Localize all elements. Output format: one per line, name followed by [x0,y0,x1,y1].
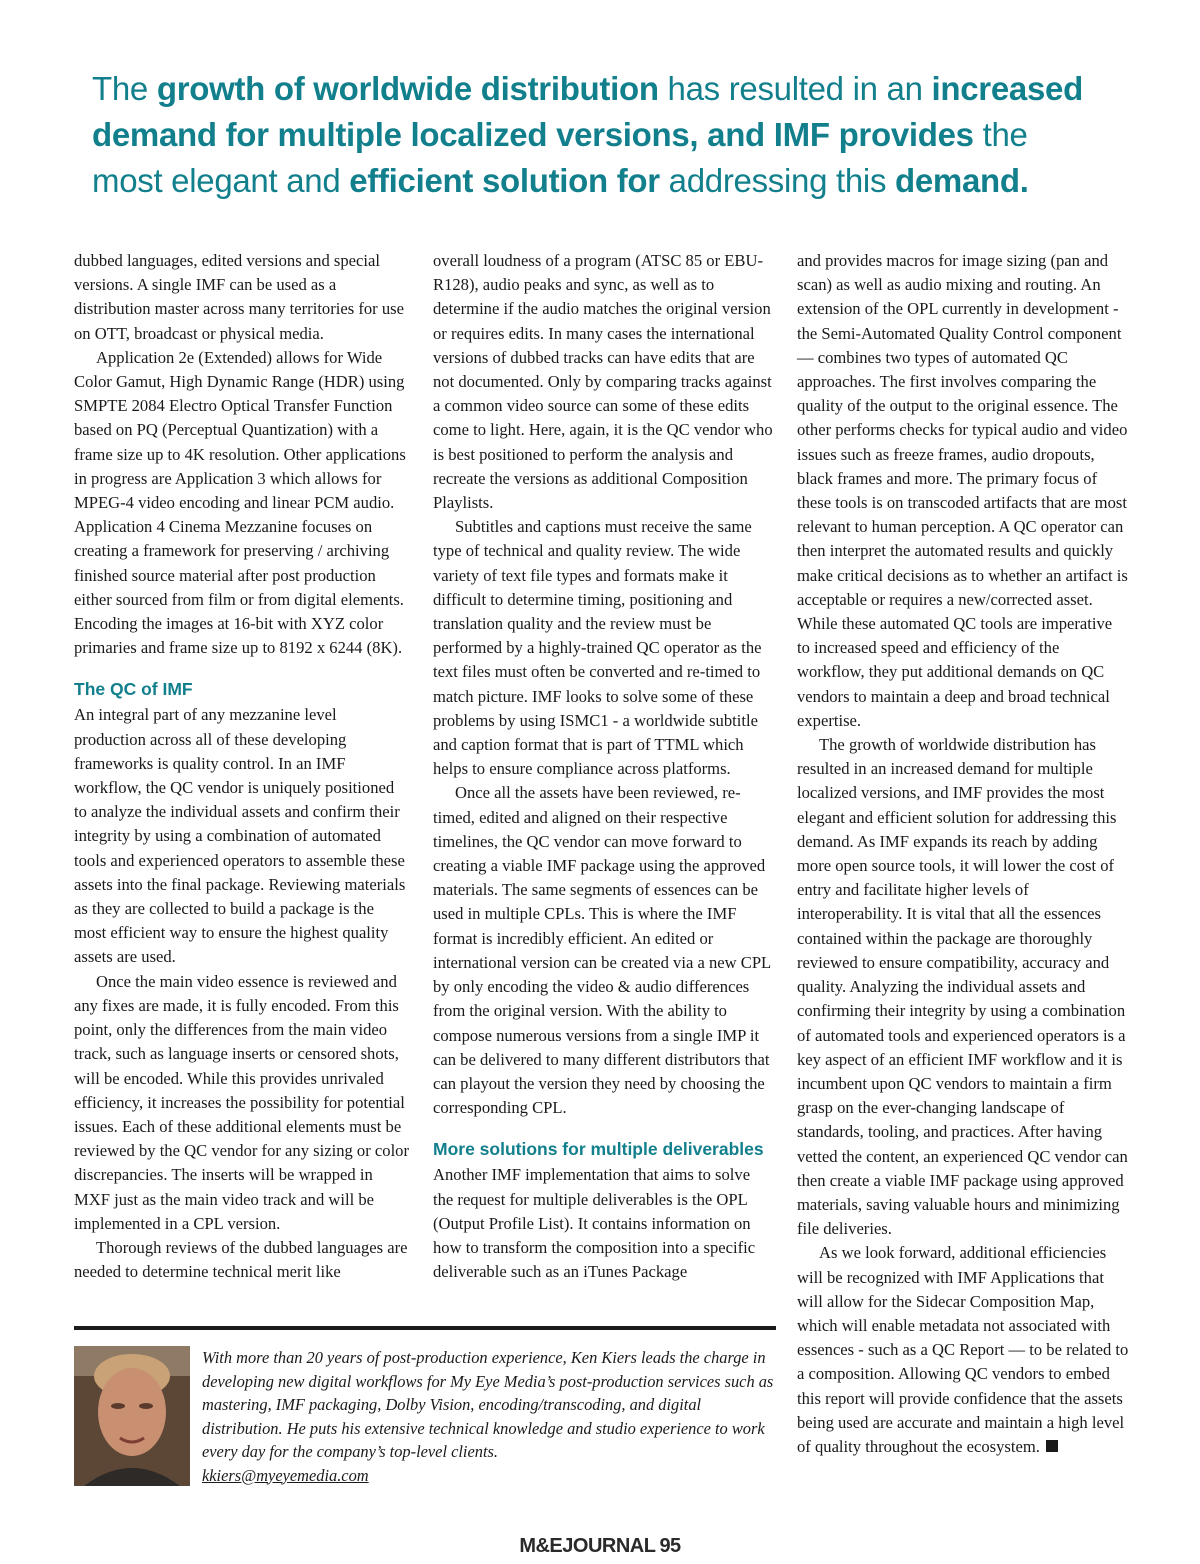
body-paragraph [74,703,409,969]
paragraph-text: The growth of worldwide distribution has resulted in an increased demand for multiple localized versions, and IMF provides the most elegant and efficient solution for addressing this demand. As IMF expands its reach by adding more open source tools, it will lower the cost of entry and facilitate higher levels of interoperability. It is vital that all the essences contained within the package are thoroughly reviewed to ensure compatibility, accuracy and quality. Analyzing the individual assets and confirming their integrity by using a combination of automated tools and experienced operators is a key aspect of an efficient IMF workflow and it is incumbent upon QC vendors to maintain a firm grasp on the ever-changing landscape of standards, tooling, and practices. After having vetted the content, an experienced QC vendor can then create a viable IMF package using approved materials, saving valuable hours and minimizing file deliveries. [797,735,1128,1239]
journal-brand-suffix: JOURNAL [562,1535,656,1557]
pull-quote-text: addressing this [659,162,896,199]
paragraph-text: Once the main video essence is reviewed and any fixes are made, it is fully encoded. From this point, only the differences from the main video track, such as language inserts or censored shots, will be encoded. While this provides unrivaled efficiency, it increases the possibility for potential issues. Each of these additional elements must be reviewed by the QC vendor for any sizing or color discrepancies. The inserts will be wrapped in MXF just as the main video track and will be implemented in a CPL version. [74,971,410,1233]
body-paragraph [433,1163,773,1284]
section-heading [433,1138,773,1161]
paragraph-text: dubbed languages, edited versions and special versions. A single IMF can be used as a distribution master across many territories for use on OTT, broadcast or physical media. [74,251,404,343]
article-column-3 [797,249,1129,1459]
pull-quote-emphasis: demand. [895,162,1029,199]
pull-quote-text: The [92,70,157,107]
body-paragraph [797,733,1129,1241]
paragraph-text: overall loudness of a program (ATSC 85 or EBU-R128), audio peaks and sync, as well as to determine if the audio matches the original version or requires edits. In many cases the international versions of dubbed tracks can have edits that are not documented. Only by comparing tracks against a common video source can some of these edits come to light. Here, again, it is the QC vendor who is best positioned to perform the analysis and recreate the versions as additional Composition Playlists. [433,251,773,513]
article-column-2 [433,249,773,1284]
pull-quote-emphasis: growth of worldwide distribution [156,70,659,107]
paragraph-text: Application 2e (Extended) allows for Wide Color Gamut, High Dynamic Range (HDR) using SMPTE 2084 Electro Optical Transfer Function based on PQ (Perceptual Quantization) with a frame size up to 4K resolution. Other applications in progress are Application 3 which allows for MPEG-4 video encoding and linear PCM audio. Application 4 Cinema Mezzanine focuses on creating a framework for preserving / archiving finished source material after post production either sourced from film or from digital elements. Encoding the images at 16-bit with XYZ color primaries and frame size up to 8192 x 6244 (8K). [74,347,406,658]
paragraph-text: As we look forward, additional efficiencies will be recognized with IMF Applications that will allow for the Sidecar Composition Map, which will enable metadata not associated with essences - such as a QC Report — to be related to a composition. Allowing QC vendors to embed this report will provide confidence that the assets being used are accurate and maintain a high level of quality throughout the ecosystem. [797,1243,1129,1456]
author-photo [74,1346,190,1486]
body-paragraph [433,781,773,1120]
paragraph-text: The QC of IMF [74,679,193,700]
body-paragraph [433,249,773,515]
page-number: 95 [659,1535,681,1557]
page-footer [0,1534,1200,1558]
paragraph-text: Thorough reviews of the dubbed languages are needed to determine technical merit like [74,1237,408,1282]
pull-quote-emphasis: increased demand for multiple localized versions, and IMF provides [92,70,1083,153]
journal-brand-prefix: M&E [519,1535,563,1557]
author-bio-box [74,1326,776,1490]
article-column-1 [74,249,409,1284]
bio-paragraph: With more than 20 years of post-production experience, Ken Kiers leads the charge in developing new digital workflows for My Eye Media’s post-production services such as mastering, IMF packaging, Dolby Vision, encoding/transcoding, and digital distribution. He puts his extensive technical knowledge and studio experience to work every day for the company’s top-level clients. [202,1348,774,1461]
pull-quote-text: has resulted in an [658,70,932,107]
body-paragraph [797,1241,1129,1459]
body-paragraph [433,515,773,781]
article-end-mark [1046,1440,1058,1452]
paragraph-text: Another IMF implementation that aims to solve the request for multiple deliverables is the OPL (Output Profile List). It contains information on how to transform the composition into a specific deliverable such as an iTunes Package [433,1165,756,1282]
author-email-link[interactable]: kkiers@myeyemedia.com [202,1465,369,1485]
paragraph-text: Once all the assets have been reviewed, re-timed, edited and aligned on their respective timelines, the QC vendor can move forward to creating a viable IMF package using the approved materials. The same segments of essences can be used in multiple CPLs. This is where the IMF format is incredibly efficient. An edited or international version can be created via a new CPL by only encoding the video & audio differences from the original version. With the ability to compose numerous versions from a single IMP it can be delivered to many different distributors that can playout the version they need by choosing the corresponding CPL. [433,783,771,1118]
pull-quote [92,66,1102,204]
body-paragraph [74,249,409,346]
body-paragraph [74,970,409,1236]
author-bio-text [202,1346,777,1487]
pull-quote-text: the most elegant and [92,116,1028,199]
pull-quote-emphasis: efficient solution for [349,162,660,199]
paragraph-text: More solutions for multiple deliverables [433,1139,764,1160]
section-heading [74,678,409,701]
body-paragraph [797,249,1129,733]
paragraph-text: Subtitles and captions must receive the same type of technical and quality review. The wide variety of text file types and formats make it difficult to determine timing, positioning and translation quality and the review must be performed by a highly-trained QC operator as the text files must often be converted and re-timed to match picture. IMF looks to solve some of these problems by using ISMC1 - a worldwide subtitle and caption format that is part of TTML which helps to ensure compliance across platforms. [433,517,762,779]
body-paragraph [74,1236,409,1284]
paragraph-text: and provides macros for image sizing (pan and scan) as well as audio mixing and routing. An extension of the OPL currently in development - the Semi-Automated Quality Control component — combines two types of automated QC approaches. The first involves comparing the quality of the output to the original essence. The other performs checks for typical audio and video issues such as freeze frames, audio dropouts, black frames and more. The primary focus of these tools is on transcoded artifacts that are most relevant to human perception. A QC operator can then interpret the automated results and quickly make critical decisions as to whether an artifact is acceptable or requires a new/corrected asset. While these automated QC tools are imperative to increased speed and efficiency of the workflow, they put additional demands on QC vendors to maintain a deep and broad technical expertise. [797,251,1128,730]
paragraph-text: An integral part of any mezzanine level production across all of these developing frameworks is quality control. In an IMF workflow, the QC vendor is uniquely positioned to analyze the individual assets and confirm their integrity by using a combination of automated tools and experienced operators to assemble these assets into the final package. Reviewing materials as they are collected to build a package is the most efficient way to ensure the highest quality assets are used. [74,705,406,967]
body-paragraph [74,346,409,661]
